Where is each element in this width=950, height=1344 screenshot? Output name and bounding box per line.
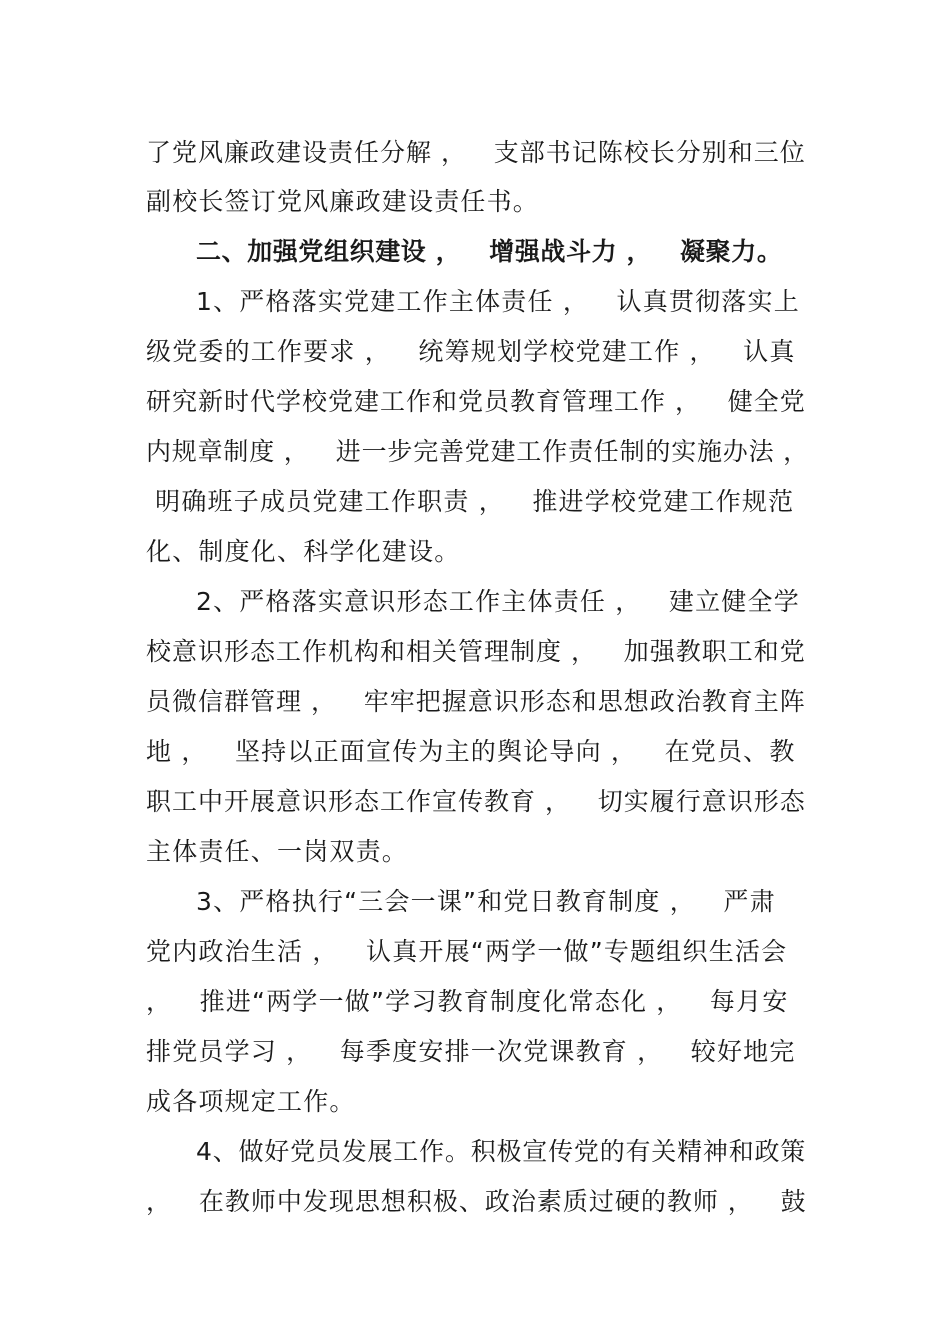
text-line: 地 ， 坚持以正面宣传为主的舆论导向 ， 在党员、教 <box>146 737 796 766</box>
text-line: 了党风廉政建设责任分解 ， 支部书记陈校长分别和三位 <box>146 138 806 167</box>
text-line: 3、严格执行“三会一课”和党日教育制度 ， 严肃 <box>196 887 776 916</box>
text-line: 校意识形态工作机构和相关管理制度 ， 加强教职工和党 <box>146 637 806 666</box>
text-line: ， 推进“两学一做”学习教育制度化常态化 ， 每月安 <box>146 987 789 1016</box>
text-line: 化、制度化、科学化建设。 <box>146 537 461 566</box>
text-line: 职工中开展意识形态工作宣传教育 ， 切实履行意识形态 <box>146 787 806 816</box>
text-line: 员微信群管理 ， 牢牢把握意识形态和思想政治教育主阵 <box>146 687 806 716</box>
text-line: 内规章制度 ， 进一步完善党建工作责任制的实施办法 ， <box>146 437 809 466</box>
text-line: 排党员学习 ， 每季度安排一次党课教育 ， 较好地完 <box>146 1037 796 1066</box>
text-line: 党内政治生活 ， 认真开展“两学一做”专题组织生活会 <box>146 937 788 966</box>
text-line: 2、严格落实意识形态工作主体责任 ， 建立健全学 <box>196 587 800 616</box>
text-line: 4、做好党员发展工作。积极宣传党的有关精神和政策 <box>196 1137 807 1166</box>
text-line: 级党委的工作要求 ， 统筹规划学校党建工作 ， 认真 <box>146 337 796 366</box>
text-line: 副校长签订党风廉政建设责任书。 <box>146 187 540 216</box>
text-line: 主体责任、一岗双责。 <box>146 837 409 866</box>
text-line: 明确班子成员党建工作职责 ， 推进学校党建工作规范 <box>146 487 795 516</box>
text-line: 成各项规定工作。 <box>146 1087 356 1116</box>
text-line: ， 在教师中发现思想积极、政治素质过硬的教师 ， 鼓 <box>146 1187 807 1216</box>
text-line: 研究新时代学校党建工作和党员教育管理工作 ， 健全党 <box>146 387 806 416</box>
text-line: 1、严格落实党建工作主体责任 ， 认真贯彻落实上 <box>196 287 800 316</box>
section-heading: 二、加强党组织建设 ， 增强战斗力 ， 凝聚力。 <box>196 237 783 266</box>
